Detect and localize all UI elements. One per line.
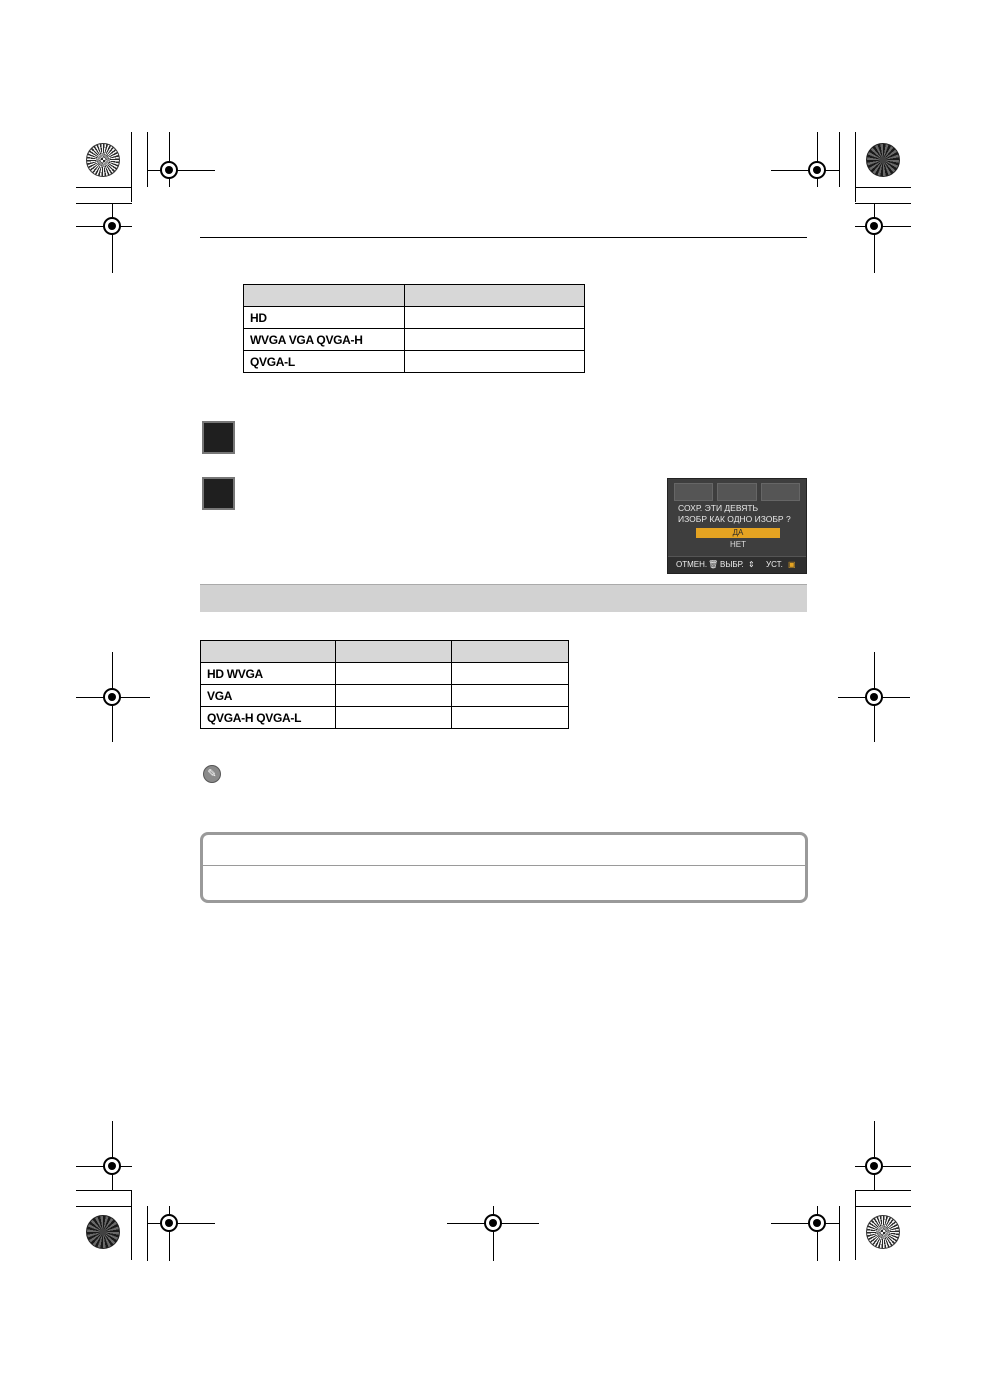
table-cell: QVGA-H QVGA-L: [201, 707, 336, 729]
registration-wheel-icon: [866, 1215, 900, 1249]
crop-mark: [771, 170, 839, 171]
table-cell: VGA: [201, 685, 336, 707]
registration-target-icon: [808, 1214, 826, 1232]
table-cell: [405, 329, 585, 351]
crop-mark: [112, 203, 113, 273]
crop-mark: [855, 226, 911, 227]
crop-mark: [76, 203, 132, 204]
crop-mark: [839, 1206, 840, 1261]
table-cell: [452, 685, 569, 707]
crop-mark: [147, 1206, 148, 1261]
table-cell: HD: [244, 307, 405, 329]
registration-wheel-icon: [86, 1215, 120, 1249]
registration-target-icon: [160, 161, 178, 179]
camera-lcd-screen: [667, 478, 807, 574]
registration-wheel-icon: [866, 143, 900, 177]
table-cell: [405, 307, 585, 329]
info-box-divider: [203, 865, 805, 866]
table-cell: HD WVGA: [201, 663, 336, 685]
info-box: [200, 832, 808, 903]
note-icon: ✎: [203, 765, 221, 783]
table-header-cell: [201, 641, 336, 663]
table-row: [244, 351, 585, 373]
table-header-cell: [336, 641, 452, 663]
table-row: [244, 329, 585, 351]
lcd-message-line: ИЗОБР КАК ОДНО ИЗОБР ?: [678, 514, 791, 524]
select-label: ВЫБР.: [720, 560, 744, 569]
table-row: [201, 641, 569, 663]
recording-mode-table: [243, 284, 585, 373]
crop-mark: [76, 1206, 132, 1207]
crop-mark: [855, 1190, 856, 1260]
table-cell: WVGA VGA QVGA-H: [244, 329, 405, 351]
trash-icon: 🗑: [708, 560, 719, 569]
table-cell: QVGA-L: [244, 351, 405, 373]
yes-option[interactable]: ДА: [696, 528, 780, 538]
registration-target-icon: [160, 1214, 178, 1232]
table-cell: [336, 685, 452, 707]
crop-mark: [874, 1121, 875, 1191]
crop-mark: [76, 187, 132, 188]
crop-mark: [855, 1206, 911, 1207]
crop-mark: [76, 1190, 132, 1191]
crop-mark: [131, 132, 132, 202]
table-cell: [336, 707, 452, 729]
table-cell: [452, 663, 569, 685]
lcd-message: [678, 503, 802, 525]
registration-target-icon: [865, 688, 883, 706]
crop-mark: [147, 132, 148, 187]
crop-mark: [112, 1121, 113, 1191]
crop-mark: [855, 1190, 911, 1191]
header-rule: [200, 237, 807, 238]
crop-mark: [855, 203, 911, 204]
table-cell: [452, 707, 569, 729]
registration-target-icon: [808, 161, 826, 179]
crop-mark: [147, 170, 215, 171]
step-icon: [202, 477, 235, 510]
table-header-cell: [452, 641, 569, 663]
menu-set-icon: ▣: [788, 560, 796, 569]
table-row: [201, 685, 569, 707]
crop-mark: [855, 132, 856, 202]
crop-mark: [874, 203, 875, 273]
table-row: [201, 663, 569, 685]
registration-wheel-icon: [86, 143, 120, 177]
lcd-message-line: СОХР. ЭТИ ДЕВЯТЬ: [678, 503, 759, 513]
table-row: [244, 307, 585, 329]
registration-target-icon: [103, 217, 121, 235]
table-row: [201, 707, 569, 729]
step-icon: [202, 421, 235, 454]
recording-time-table: [200, 640, 569, 729]
table-row: [244, 285, 585, 307]
cancel-label: ОТМЕН.: [676, 560, 708, 569]
crop-mark: [147, 1223, 215, 1224]
lcd-footer: [668, 556, 806, 573]
set-label: УСТ.: [766, 560, 783, 569]
crop-mark: [839, 132, 840, 187]
no-option[interactable]: НЕТ: [730, 540, 746, 549]
crop-mark: [131, 1190, 132, 1260]
crop-mark: [855, 1166, 911, 1167]
section-header-bar: [200, 584, 807, 612]
crop-mark: [771, 1223, 839, 1224]
table-cell: [405, 351, 585, 373]
thumbnail-strip: [674, 483, 800, 501]
updown-icon: ⇕: [748, 560, 755, 569]
registration-target-icon: [484, 1214, 502, 1232]
registration-target-icon: [103, 1157, 121, 1175]
registration-target-icon: [865, 217, 883, 235]
registration-target-icon: [865, 1157, 883, 1175]
table-header-cell: [244, 285, 405, 307]
table-header-cell: [405, 285, 585, 307]
crop-mark: [855, 187, 911, 188]
registration-target-icon: [103, 688, 121, 706]
table-cell: [336, 663, 452, 685]
